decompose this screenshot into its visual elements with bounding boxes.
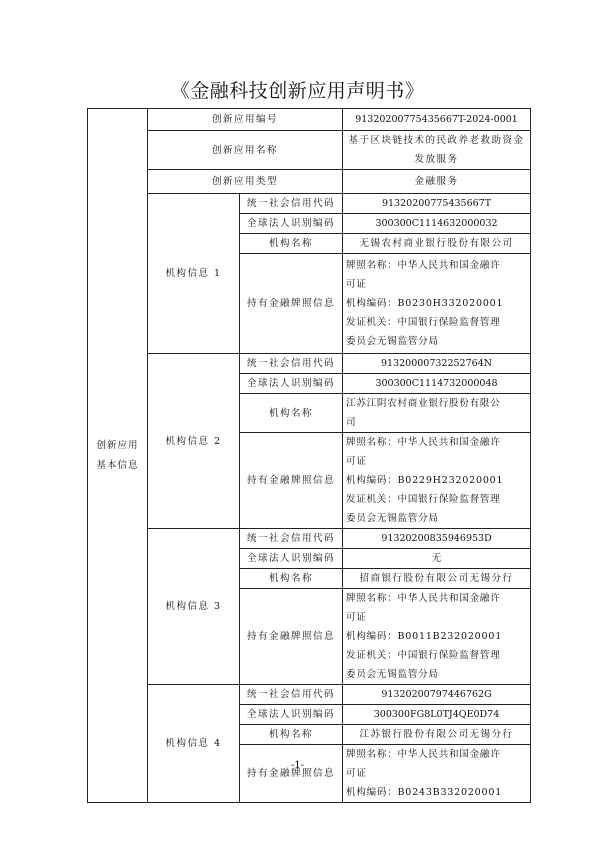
inst3-license: 牌照名称：中华人民共和国金融许 可证 机构编码：B0011B232020001 发证机关：中国银行保险监督管理 委员会无锡监管分局 bbox=[343, 589, 531, 685]
org-name-label: 机构名称 bbox=[240, 569, 343, 589]
inst2-name: 江苏江阴农村商业银行股份有限公 司 bbox=[343, 394, 531, 433]
inst3-uscc: 91320200835946953D bbox=[343, 529, 531, 549]
inst3-label: 机构信息 3 bbox=[148, 529, 240, 685]
lei-label: 全球法人识别编码 bbox=[240, 549, 343, 569]
inst1-label: 机构信息 1 bbox=[148, 194, 240, 354]
uscc-label: 统一社会信用代码 bbox=[240, 529, 343, 549]
license-label: 持有金融牌照信息 bbox=[240, 745, 343, 803]
inst3-lei: 无 bbox=[343, 549, 531, 569]
declaration-table bbox=[87, 108, 531, 803]
basic-info-header: 创新应用基本信息 bbox=[88, 109, 148, 803]
org-name-label: 机构名称 bbox=[240, 234, 343, 254]
app-name-label: 创新应用名称 bbox=[148, 131, 343, 170]
uscc-label: 统一社会信用代码 bbox=[240, 194, 343, 214]
org-name-label: 机构名称 bbox=[240, 725, 343, 745]
license-label: 持有金融牌照信息 bbox=[240, 254, 343, 354]
inst2-label: 机构信息 2 bbox=[148, 354, 240, 529]
app-type-label: 创新应用类型 bbox=[148, 170, 343, 194]
inst4-label: 机构信息 4 bbox=[148, 685, 240, 803]
inst1-uscc: 91320200775435667T bbox=[343, 194, 531, 214]
lei-label: 全球法人识别编码 bbox=[240, 374, 343, 394]
inst4-license: 牌照名称：中华人民共和国金融许 可证 机构编码：B0243B332020001 bbox=[343, 745, 531, 803]
app-number-row bbox=[88, 109, 531, 131]
license-label: 持有金融牌照信息 bbox=[240, 589, 343, 685]
lei-label: 全球法人识别编码 bbox=[240, 705, 343, 725]
app-name-row bbox=[88, 131, 531, 170]
page-number: -1- bbox=[290, 760, 305, 771]
app-name-value: 基于区块链技术的民政养老救助资金发放服务 bbox=[343, 131, 531, 170]
inst1-license: 牌照名称：中华人民共和国金融许 可证 机构编码：B0230H332020001 发证机关：中国银行保险监督管理 委员会无锡监管分局 bbox=[343, 254, 531, 354]
uscc-label: 统一社会信用代码 bbox=[240, 685, 343, 705]
inst1-lei: 300300C1114632000032 bbox=[343, 214, 531, 234]
document-title: 《金融科技创新应用声明书》 bbox=[170, 80, 425, 102]
inst4-uscc: 91320200797446762G bbox=[343, 685, 531, 705]
inst2-lei: 300300C1114732000048 bbox=[343, 374, 531, 394]
org-name-label: 机构名称 bbox=[240, 394, 343, 433]
inst2-uscc: 91320000732252764N bbox=[343, 354, 531, 374]
app-type-row bbox=[88, 170, 531, 194]
lei-label: 全球法人识别编码 bbox=[240, 214, 343, 234]
inst1-name: 无锡农村商业银行股份有限公司 bbox=[343, 234, 531, 254]
inst4-name: 江苏银行股份有限公司无锡分行 bbox=[343, 725, 531, 745]
license-label: 持有金融牌照信息 bbox=[240, 433, 343, 529]
inst4-lei: 300300FG8L0TJ4QE0D74 bbox=[343, 705, 531, 725]
app-number-label: 创新应用编号 bbox=[148, 109, 343, 131]
inst2-license: 牌照名称：中华人民共和国金融许 可证 机构编码：B0229H232020001 发证机关：中国银行保险监督管理 委员会无锡监管分局 bbox=[343, 433, 531, 529]
inst3-name: 招商银行股份有限公司无锡分行 bbox=[343, 569, 531, 589]
inst4-uscc-row bbox=[88, 685, 531, 705]
app-type-value: 金融服务 bbox=[343, 170, 531, 194]
inst2-uscc-row bbox=[88, 354, 531, 374]
inst1-uscc-row bbox=[88, 194, 531, 214]
inst3-uscc-row bbox=[88, 529, 531, 549]
uscc-label: 统一社会信用代码 bbox=[240, 354, 343, 374]
app-number-value: 91320200775435667T-2024-0001 bbox=[343, 109, 531, 131]
